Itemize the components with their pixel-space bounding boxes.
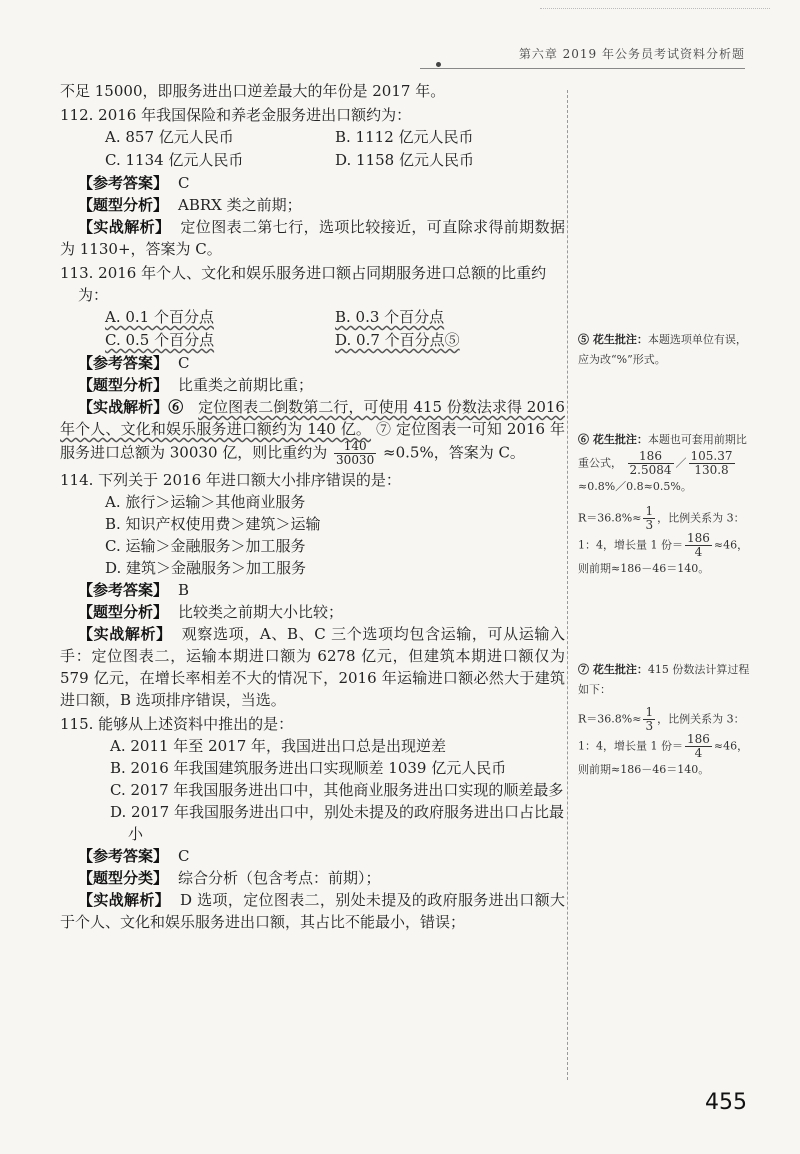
option-a: A. 2011 年至 2017 年，我国进出口总是出现逆差 [110,737,447,755]
option-c: C. 0.5 个百分点 [105,331,215,349]
type-tag: 【题型分类】 [78,869,169,887]
type-row [60,194,565,216]
page-number: 455 [705,1090,747,1115]
fraction-denominator: 3 [645,518,654,532]
answer-row [60,172,565,194]
side-note-5 [578,330,753,370]
note-text: ，比例关系为 3：1：4，增长量 1 份＝ [578,511,745,552]
fraction-numerator: 1 [645,705,654,719]
fraction [643,505,655,532]
option-d: D. 1158 亿元人民币 [335,151,474,169]
fraction-denominator: 2.5084 [629,463,672,477]
type-value: ABRX 类之前期； [178,196,302,214]
type-value: 综合分析（包含考点：前期）； [178,869,381,887]
note-text-block [578,505,753,579]
analysis-row [60,396,565,467]
fraction [643,706,655,733]
fraction-denominator: 4 [694,545,703,559]
fraction-denominator: 4 [694,746,703,760]
analysis-text: 定位图表二第七行，选项比较接近，可直除求得前期数据为 1130+，答案为 C。 [60,218,565,258]
answer-row [60,845,565,867]
main-column [60,80,565,933]
options [60,306,565,352]
option-b: B. 0.3 个百分点 [335,308,445,326]
question-stem: 112. 2016 年我国保险和养老金服务进出口额约为： [60,106,412,124]
answer-value: C [178,847,190,865]
note-text: R＝36.8%≈ [578,511,642,525]
question-stem: 114. 下列关于 2016 年进口额大小排序错误的是： [60,471,401,489]
note-text: R＝36.8%≈ [578,712,642,726]
fraction-numerator: 186 [628,450,674,464]
fraction [334,440,376,467]
option-c: C. 2017 年我国服务进出口中，其他商业服务进出口实现的顺差最多 [110,781,564,799]
note-label: ⑤ 花生批注： [578,333,648,346]
type-row [60,867,565,889]
answer-value: C [178,174,190,192]
option-b: B. 知识产权使用费＞建筑＞运输 [105,515,321,533]
answer-tag: 【参考答案】 [78,354,169,372]
fraction-numerator: 140 [334,440,376,454]
note-text: 415 份数法计算过程如下： [578,663,750,696]
fraction-numerator: 105.37 [690,449,733,463]
fraction [685,532,712,559]
analysis-text: D 选项，定位图表二，别处未提及的政府服务进出口额大于个人、文化和娱乐服务进出口额，其占比不能最小，错误； [60,891,565,931]
analysis-text: 观察选项，A、B、C 三个选项均包含运输，可从运输入手：定位图表二，运输本期进口额为 6278 亿元，但建筑本期进口额仅为 579 亿元，在增长率相差不大的情况下，2016 年运输进口额必然大于建筑进口额，B 选项排序错误，当选。 [60,625,565,709]
note-text: 本题也可套用前期比重公式， [578,433,747,470]
options [60,126,565,172]
fraction [689,450,735,477]
header-bullet [436,62,441,67]
option-d: D. 建筑＞金融服务＞加工服务 [105,559,307,577]
type-tag: 【题型分析】 [78,603,169,621]
analysis-tag: 【实战解析】 [78,891,171,909]
answer-tag: 【参考答案】 [78,174,169,192]
type-tag: 【题型分析】 [78,196,169,214]
question-112 [60,104,565,260]
note-text: ≈46，则前期≈186－46＝140。 [578,739,749,776]
note-label: ⑦ 花生批注： [578,663,648,676]
type-row [60,601,565,623]
option-c: C. 1134 亿元人民币 [105,151,244,169]
analysis-row [60,216,565,260]
side-note-6 [578,430,753,579]
type-value: 比较类之前期大小比较； [178,603,344,621]
question-stem: 113. 2016 年个人、文化和娱乐服务进口额占同期服务进口总额的比重约为： [60,264,547,304]
answer-tag: 【参考答案】 [78,847,169,865]
note-label: ⑥ 花生批注： [578,433,648,446]
analysis-row [60,889,565,933]
analysis-tag: 【实战解析】 [78,218,171,236]
fraction-numerator: 1 [645,504,654,518]
fraction-denominator: 3 [645,719,654,733]
type-row [60,374,565,396]
type-value: 比重类之前期比重； [178,376,314,394]
option-a: A. 857 亿元人民币 [105,128,234,146]
fraction-numerator: 186 [687,732,710,746]
option-d: D. 0.7 个百分点⑤ [335,331,460,349]
top-decorative-dots [540,8,770,9]
fraction [685,733,712,760]
analysis-tag: 【实战解析】 [78,625,172,643]
option-b: B. 1112 亿元人民币 [335,128,474,146]
continuation-line: 不足 15000，即服务进出口逆差最大的年份是 2017 年。 [60,82,446,100]
option-c: C. 运输＞金融服务＞加工服务 [105,537,306,555]
analysis-text-part2: ⑦ 定位图表一可知 2016 年服务进口总额为 30030 亿，则比重约为 [60,420,566,462]
answer-value: C [178,354,190,372]
option-a: A. 0.1 个百分点 [105,308,214,326]
analysis-text-part1: 定位图表二倒数第二行，可使用 415 份数法求得 2016 年个人、文化和娱乐服务进口额约为 140 亿。 [60,398,565,438]
note-text: 本题选项单位有误，应为改“%”形式。 [578,333,747,366]
note-text: ，比例关系为 3：1：4，增长量 1 份＝ [578,712,745,753]
side-note-7 [578,660,753,780]
note-text-block [578,706,753,780]
running-header: 第六章 2019 年公务员考试资料分析题 [518,47,745,61]
answer-tag: 【参考答案】 [78,581,169,599]
question-113 [60,262,565,467]
option-b: B. 2016 年我国建筑服务进出口实现顺差 1039 亿元人民币 [110,759,507,777]
analysis-text-part3: ≈0.5%，答案为 C。 [383,443,525,462]
fraction-numerator: 186 [687,531,710,545]
option-d: D. 2017 年我国服务进出口中，别处未提及的政府服务进出口占比最小 [110,803,564,843]
answer-row [60,352,565,374]
question-114 [60,469,565,711]
question-115 [60,713,565,933]
fraction [628,450,674,477]
answer-row [60,579,565,601]
header-rule [420,68,745,69]
fraction-denominator: 30030 [336,453,375,467]
analysis-tag: 【实战解析】⑥ [78,398,184,416]
option-a: A. 旅行＞运输＞其他商业服务 [105,493,306,511]
note-text: ≈46，则前期≈186－46＝140。 [578,538,749,575]
type-tag: 【题型分析】 [78,376,169,394]
fraction-denominator: 130.8 [694,463,729,477]
note-text: ／ [675,456,687,470]
note-text: ≈0.8%／0.8≈0.5%。 [578,480,692,493]
question-stem: 115. 能够从上述资料中推出的是： [60,715,294,733]
margin-divider [567,90,568,1080]
analysis-row [60,623,565,711]
answer-value: B [178,581,190,599]
